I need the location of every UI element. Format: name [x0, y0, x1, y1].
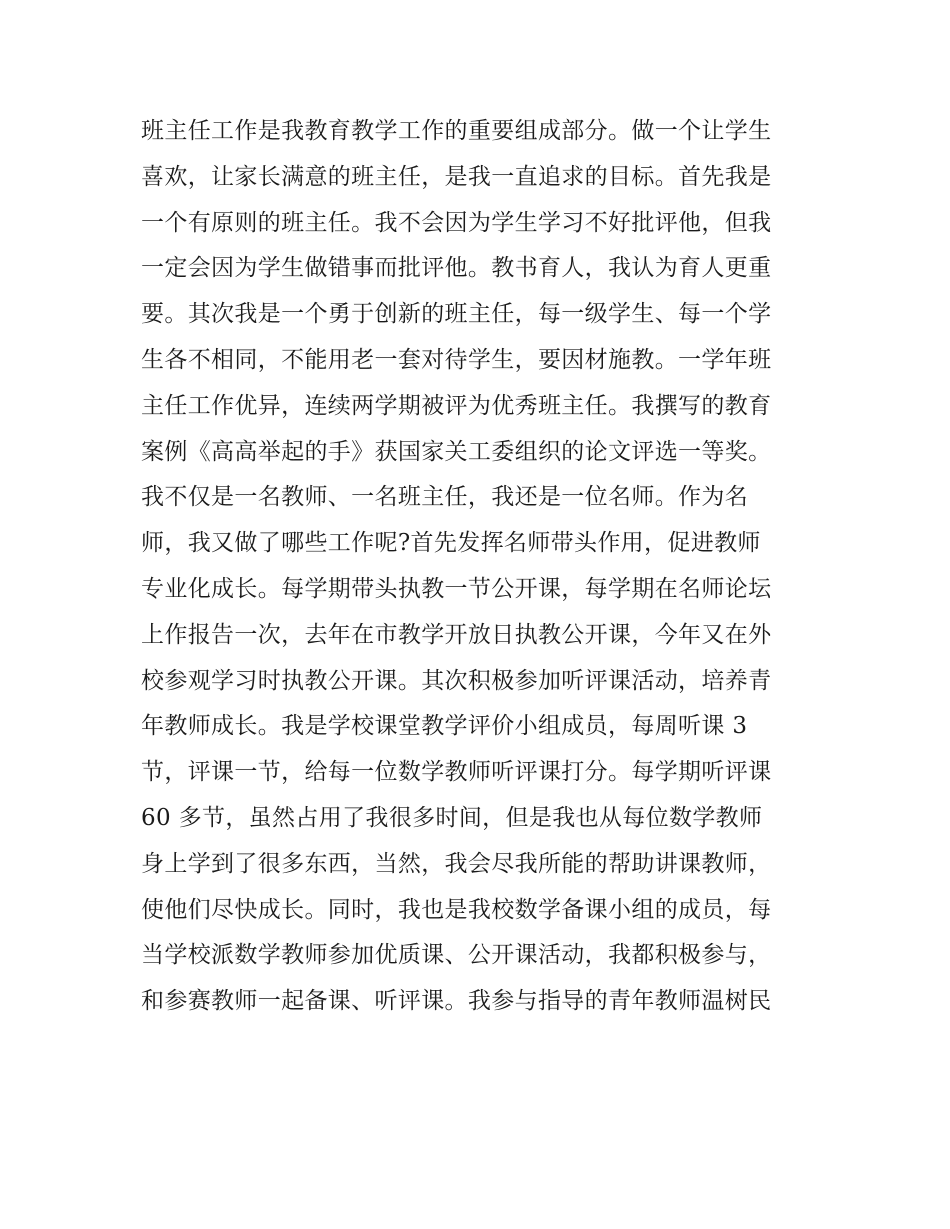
text-line: 喜欢，让家长满意的班主任，是我一直追求的目标。首先我是: [141, 163, 772, 190]
text-line: 当学校派数学教师参加优质课、公开课活动，我都积极参与，: [141, 942, 772, 969]
text-line: 身上学到了很多东西，当然，我会尽我所能的帮助讲课教师，: [141, 850, 772, 877]
text-line: 师，我又做了哪些工作呢?首先发挥名师带头作用，促进教师: [141, 530, 761, 557]
text-line: 使他们尽快成长。同时，我也是我校数学备课小组的成员，每: [141, 896, 772, 923]
text-line: 校参观学习时执教公开课。其次积极参加听评课活动，培养青: [141, 667, 772, 694]
text-line: 我不仅是一名教师、一名班主任，我还是一位名师。作为名: [141, 484, 749, 511]
text-line: 60 多节，虽然占用了我很多时间，但是我也从每位数学教师: [141, 804, 763, 831]
text-line: 要。其次我是一个勇于创新的班主任，每一级学生、每一个学: [141, 301, 772, 328]
text-line: 一定会因为学生做错事而批评他。教书育人，我认为育人更重: [141, 255, 772, 282]
text-line: 节，评课一节，给每一位数学教师听评课打分。每学期听评课: [141, 759, 772, 786]
text-line: 主任工作优异，连续两学期被评为优秀班主任。我撰写的教育: [141, 392, 772, 419]
text-line: 年教师成长。我是学校课堂教学评价小组成员，每周听课 3: [141, 713, 748, 740]
text-line: 案例《高高举起的手》获国家关工委组织的论文评选一等奖。: [141, 438, 772, 465]
text-line: 和参赛教师一起备课、听评课。我参与指导的青年教师温树民: [141, 988, 772, 1015]
body-text: [141, 109, 821, 1025]
text-line: 上作报告一次，去年在市教学开放日执教公开课，今年又在外: [141, 621, 772, 648]
text-line: 专业化成长。每学期带头执教一节公开课，每学期在名师论坛: [141, 575, 772, 602]
text-line: 生各不相同，不能用老一套对待学生，要因材施教。一学年班: [141, 346, 772, 373]
text-line: 一个有原则的班主任。我不会因为学生学习不好批评他，但我: [141, 209, 772, 236]
text-line: 班主任工作是我教育教学工作的重要组成部分。做一个让学生: [141, 118, 772, 144]
